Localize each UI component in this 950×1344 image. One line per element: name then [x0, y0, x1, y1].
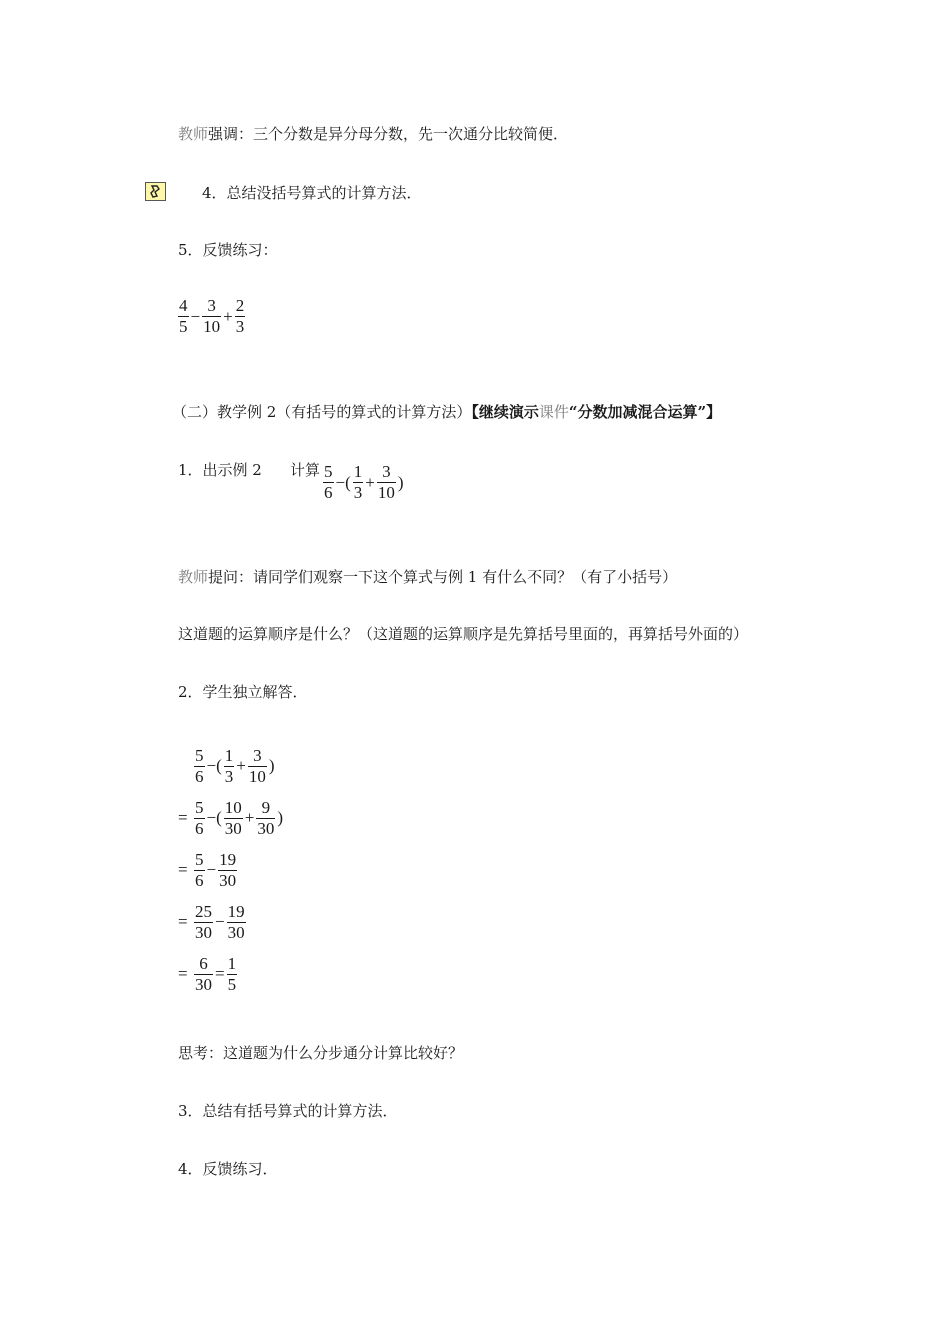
lightbulb-icon-glyph [146, 183, 165, 200]
section-title: （二）教学例 2（有括号的算式的计算方法） [172, 403, 472, 421]
demo-note-b: “分数加减混合运算”】 [568, 403, 722, 421]
order-question: 这道题的运算顺序是什么？（这道题的运算顺序是先算括号里面的，再算括号外面的） [178, 625, 749, 643]
section-heading [172, 402, 721, 422]
solution-row: = $\frac{5}{6}$ −( $\frac{10}{30}$ + $\frac{9}{30}$ ) [178, 797, 284, 838]
example-label: 1．出示例 2 [178, 461, 262, 479]
example-expression: $\frac{5}{6}$ −( $\frac{1}{3}$ + $\frac{3}{10}$ ) [324, 462, 404, 502]
feedback-practice: 4．反馈练习． [178, 1160, 278, 1178]
solution-row: = $\frac{25}{30}$ − $\frac{19}{30}$ [178, 901, 245, 942]
fraction: $\frac{25}{30}$ [195, 901, 212, 942]
solution-row: $\frac{5}{6}$ −( $\frac{1}{3}$ + $\frac{3}{10}$ ) [195, 745, 275, 786]
fraction: $\frac{1}{3}$ [353, 462, 363, 502]
question-text: 提问：请同学们观察一下这个算式与例 1 有什么不同？（有了小括号） [208, 568, 678, 586]
fraction: $\frac{2}{3}$ [235, 296, 245, 336]
teacher-question [178, 567, 677, 587]
emphasis-text: 强调：三个分数是异分母分数，先一次通分比较简便． [208, 125, 569, 143]
emphasis-line [178, 124, 568, 144]
teacher-label: 教师 [178, 568, 209, 586]
teacher-label: 教师 [178, 125, 209, 143]
fraction: $\frac{5}{6}$ [324, 462, 333, 502]
fraction: $\frac{19}{30}$ [227, 901, 245, 942]
summary-bracket: 3．总结有括号算式的计算方法． [178, 1102, 398, 1120]
fraction: $\frac{3}{10}$ [248, 745, 266, 786]
solution-row: = $\frac{5}{6}$ − $\frac{19}{30}$ [178, 849, 237, 890]
compute-label: 计算 [290, 461, 321, 479]
student-solve: 2．学生独立解答． [178, 683, 308, 701]
practice-expression: $\frac{4}{5}$ − $\frac{3}{10}$ + $\frac{2}{3}$ [179, 296, 245, 336]
fraction: $\frac{3}{10}$ [377, 462, 395, 502]
courseware-label: 课件 [538, 403, 569, 421]
fraction: $\frac{10}{30}$ [224, 797, 242, 838]
think-question: 思考：这道题为什么分步通分计算比较好？ [178, 1044, 464, 1062]
demo-note-a: 【继续演示 [471, 403, 539, 421]
lightbulb-icon[interactable] [145, 182, 166, 201]
practice-heading: 5．反馈练习： [178, 241, 278, 259]
summary-no-bracket: 4．总结没括号算式的计算方法． [202, 184, 422, 202]
fraction: $\frac{3}{10}$ [203, 296, 221, 336]
solution-steps [177, 740, 284, 1000]
fraction: $\frac{5}{6}$ [195, 745, 204, 786]
fraction: $\frac{1}{5}$ [227, 953, 237, 994]
fraction: $\frac{9}{30}$ [257, 797, 275, 838]
fraction: $\frac{5}{6}$ [195, 849, 204, 890]
fraction: $\frac{19}{30}$ [219, 849, 237, 890]
fraction: $\frac{5}{6}$ [195, 797, 204, 838]
fraction: $\frac{1}{3}$ [224, 745, 234, 786]
solution-row: = $\frac{6}{30}$ = $\frac{1}{5}$ [178, 953, 237, 994]
fraction: $\frac{4}{5}$ [179, 296, 188, 336]
fraction: $\frac{6}{30}$ [195, 953, 212, 994]
